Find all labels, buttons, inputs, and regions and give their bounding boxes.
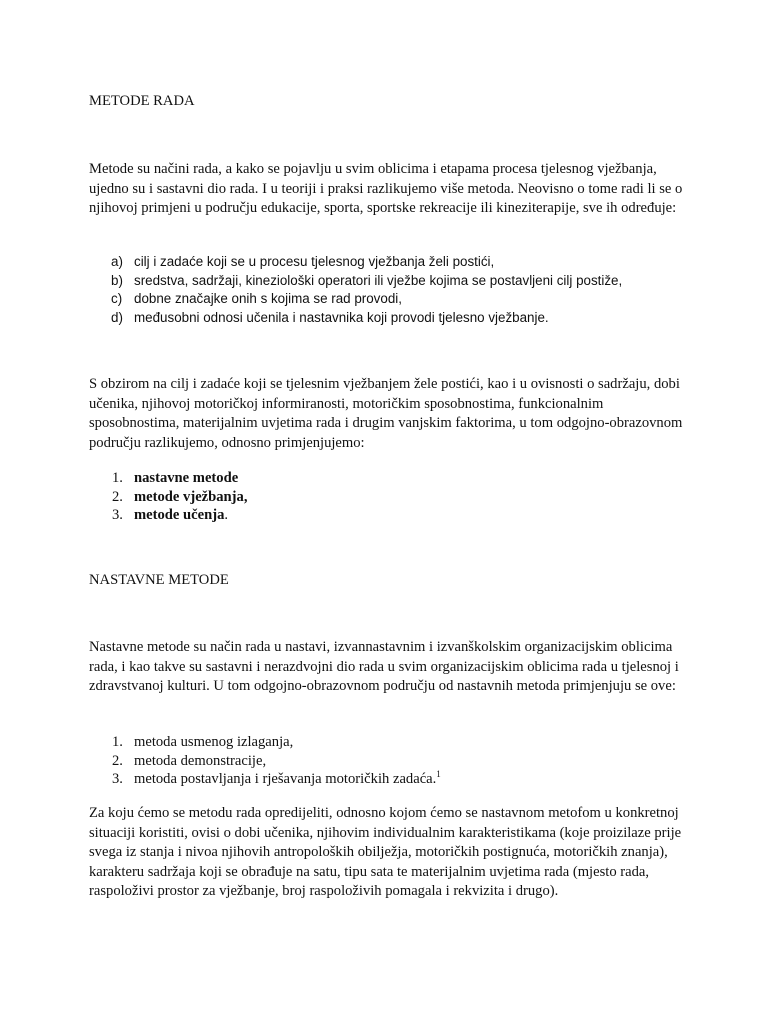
list-item-text: metoda demonstracije, — [134, 752, 267, 769]
list-determinants — [89, 253, 622, 327]
list-marker: 2. — [112, 488, 123, 505]
paragraph-teaching-methods: Nastavne metode su način rada u nastavi, izvannastavnim i izvanškolskim organizacijskim oblicima rada, i kao takve su sastavni i nerazdvojni dio rada u svim organizacijskim oblicima rada u tjelesnoj i zdravstvanoj kulturi. U tom odgojno-obrazovnom području od nastavnih metoda primjenjuju se ove: — [89, 639, 679, 694]
list-marker: b) — [111, 272, 123, 288]
list-item — [89, 309, 622, 328]
footnote-marker[interactable]: 1 — [436, 769, 441, 779]
list-item-text: dobne značajke onih s kojima se rad provodi, — [134, 291, 402, 306]
list-item-text: međusobni odnosi učenila i nastavnika koji provodi tjelesno vježbanje. — [134, 309, 549, 325]
heading-nastavne-metode: NASTAVNE METODE — [89, 572, 229, 588]
list-item-text: sredstva, sadržaji, kineziološki operatori ili vježbe kojima se postavljeni cilj postiže, — [134, 272, 623, 288]
list-item — [89, 272, 622, 291]
list-item-suffix: . — [224, 507, 229, 523]
list-item — [89, 469, 247, 488]
list-marker: 1. — [112, 470, 123, 486]
list-marker: d) — [111, 309, 123, 325]
paragraph-method-choice: Za koju ćemo se metodu rada opredijeliti, odnosno kojom ćemo se nastavnom metofom u konkretnoj situaciji koristiti, ovisi o dobi učenika, njihovim individualnim karakteristikama (koje proizilaze prije svega iz stanja i nivoa njihovih antropoloških obilježja, motoričkih postignuća, motoričkih znanja), karakteru sadržaja koji se obrađuje na satu, tipu sata te materijalnim uvjetima rada (mjesto rada, raspoloživi prostor za vježbanje, broj raspoloživih pomagala i rekvizita i drugo). — [89, 805, 682, 899]
list-item — [89, 752, 441, 771]
list-item — [89, 253, 622, 272]
list-item-text: metoda postavljanja i rješavanja motoričkih zadaća. — [134, 771, 437, 787]
list-teaching-methods — [89, 733, 441, 789]
list-marker: a) — [111, 254, 123, 269]
list-item-text: metode vježbanja, — [134, 488, 248, 505]
list-item-text: metode učenja — [134, 507, 225, 523]
heading-metode-rada: METODE RADA — [89, 93, 195, 109]
list-item-text: cilj i zadaće koji se u procesu tjelesnog vježbanja želi postići, — [134, 254, 495, 269]
list-item-text: nastavne metode — [134, 470, 239, 486]
list-item — [89, 290, 622, 309]
list-item — [89, 770, 441, 789]
paragraph-objectives: S obzirom na cilj i zadaće koji se tjelesnim vježbanjem žele postići, kao i u ovisnosti o sadržaju, dobi učenika, njihovoj motoričkoj informiranosti, motoričkim sposobnostima, funkcionalnim sposobnostima, materijalnim uvjetima rada i drugim vanjskim faktorima, u tom odgojno-obrazovnom području razlikujemo, odnosno primjenjujemo: — [89, 376, 683, 451]
paragraph-intro: Metode su načini rada, a kako se pojavlju u svim oblicima i etapama procesa tjelesnog vježbanja, ujedno su i sastavni dio rada. I u teoriji i praksi razlikujemo više metoda. Neovisno o tome radi li se o njihovoj primjeni u području edukacije, sporta, sportske rekreacije ili kineziterapije, sve ih određuje: — [89, 161, 683, 216]
list-marker: 3. — [112, 507, 123, 523]
list-item-text: metoda usmenog izlaganja, — [134, 734, 294, 750]
list-marker: 2. — [112, 752, 123, 769]
list-item — [89, 506, 247, 525]
list-method-types — [89, 469, 247, 525]
list-item — [89, 488, 247, 507]
list-item — [89, 733, 441, 752]
list-marker: 3. — [112, 771, 123, 787]
list-marker: 1. — [112, 734, 123, 750]
list-marker: c) — [111, 291, 123, 306]
